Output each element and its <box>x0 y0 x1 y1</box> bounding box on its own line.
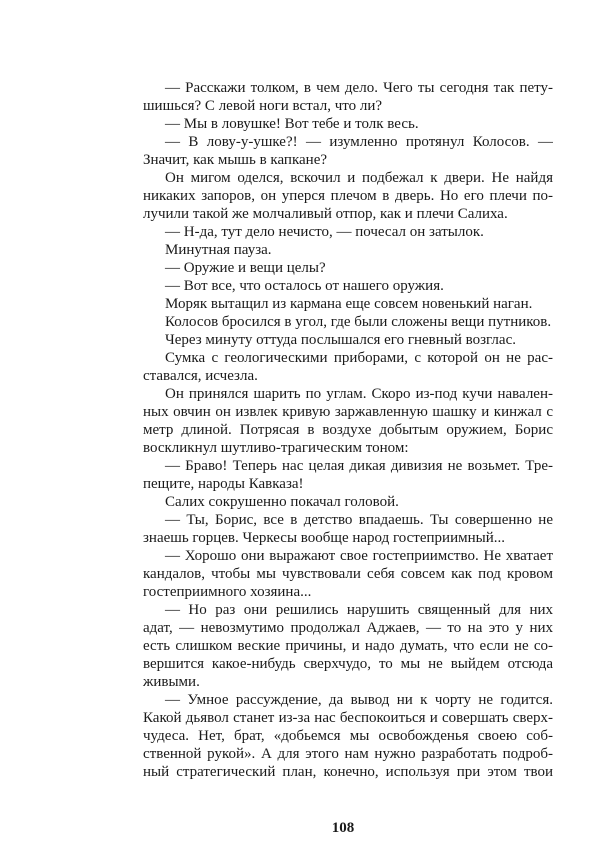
text-line: Какой дьявол станет из-за нас беспокоиться и совершать сверх- <box>143 710 553 726</box>
text-line: — Расскажи толком, в чем дело. Чего ты сегодня так пету- <box>165 80 553 96</box>
text-line: Салих сокрушенно покачал головой. <box>165 494 399 510</box>
text-line: ставался, исчезла. <box>143 368 258 384</box>
text-line: Сумка с геологическими приборами, с которой он не рас- <box>165 350 553 366</box>
text-line: Значит, как мышь в капкане? <box>143 152 328 168</box>
text-line: никаких запоров, он уперся плечом в дверь. Но его плечи по- <box>143 188 553 204</box>
text-line: — Мы в ловушке! Вот тебе и толк весь. <box>165 116 419 132</box>
text-line: знаешь горцев. Черкесы вообще народ гостеприимный... <box>143 530 505 546</box>
text-line: Минутная пауза. <box>165 242 272 258</box>
text-line: Через минуту оттуда послышался его гневный возглас. <box>165 332 516 348</box>
text-line: — Ты, Борис, все в детство впадаешь. Ты совершенно не <box>165 512 553 528</box>
text-line: вершится какое-нибудь сверхчудо, то мы не выйдем отсюда <box>143 656 553 672</box>
text-line: — Хорошо они выражают свое гостеприимство. Не хватает <box>165 548 553 564</box>
text-line: шишься? С левой ноги встал, что ли? <box>143 98 383 114</box>
text-line: — Н-да, тут дело нечисто, — почесал он затылок. <box>165 224 484 240</box>
text-line: — Умное рассуждение, да вывод ни к чорту не годится. <box>165 692 553 708</box>
text-line: — Браво! Теперь нас целая дикая дивизия не возьмет. Тре- <box>165 458 553 474</box>
text-line: адат, — невозмутимо продолжал Аджаев, — то на это у них <box>143 620 553 636</box>
text-line: гостеприимного хозяина... <box>143 584 312 600</box>
text-line: — Но раз они решились нарушить священный для них <box>165 602 553 618</box>
text-line: Он принялся шарить по углам. Скоро из-под кучи навален- <box>165 386 553 402</box>
text-line: лучили такой же молчаливый отпор, как и плечи Салиха. <box>143 206 508 222</box>
text-line: чудеса. Нет, брат, «добьемся мы освобожденья своею соб- <box>143 728 553 744</box>
text-line: — Вот все, что осталось от нашего оружия. <box>165 278 444 294</box>
text-line: есть слишком веские причины, и надо думать, что если не со- <box>143 638 553 654</box>
text-line: кандалов, чтобы мы чувствовали себя совсем как под кровом <box>143 566 553 582</box>
text-line: Моряк вытащил из кармана еще совсем новенький наган. <box>165 296 533 312</box>
text-line: Колосов бросился в угол, где были сложены вещи путников. <box>165 314 552 330</box>
page-number: 108 <box>331 820 355 836</box>
text-line: воскликнул шутливо-трагическим тоном: <box>143 440 409 456</box>
text-line: ных овчин он извлек кривую заржавленную шашку и кинжал с <box>143 404 553 420</box>
text-line: Он мигом оделся, вскочил и подбежал к двери. Не найдя <box>165 170 553 186</box>
text-line: метр длиной. Потрясая в воздухе добытым оружием, Борис <box>143 422 553 438</box>
text-line: живыми. <box>143 674 200 690</box>
text-line: пещите, народы Кавказа! <box>143 476 304 492</box>
text-line: ный стратегический план, конечно, используя при этом твои <box>143 764 553 780</box>
page-body-text <box>143 79 553 781</box>
text-line: ственной рукой». А для этого нам нужно разработать подроб- <box>143 746 553 762</box>
text-line: — Оружие и вещи целы? <box>165 260 326 276</box>
text-line: — В лову-у-ушке?! — изумленно протянул Колосов. — <box>165 134 553 150</box>
